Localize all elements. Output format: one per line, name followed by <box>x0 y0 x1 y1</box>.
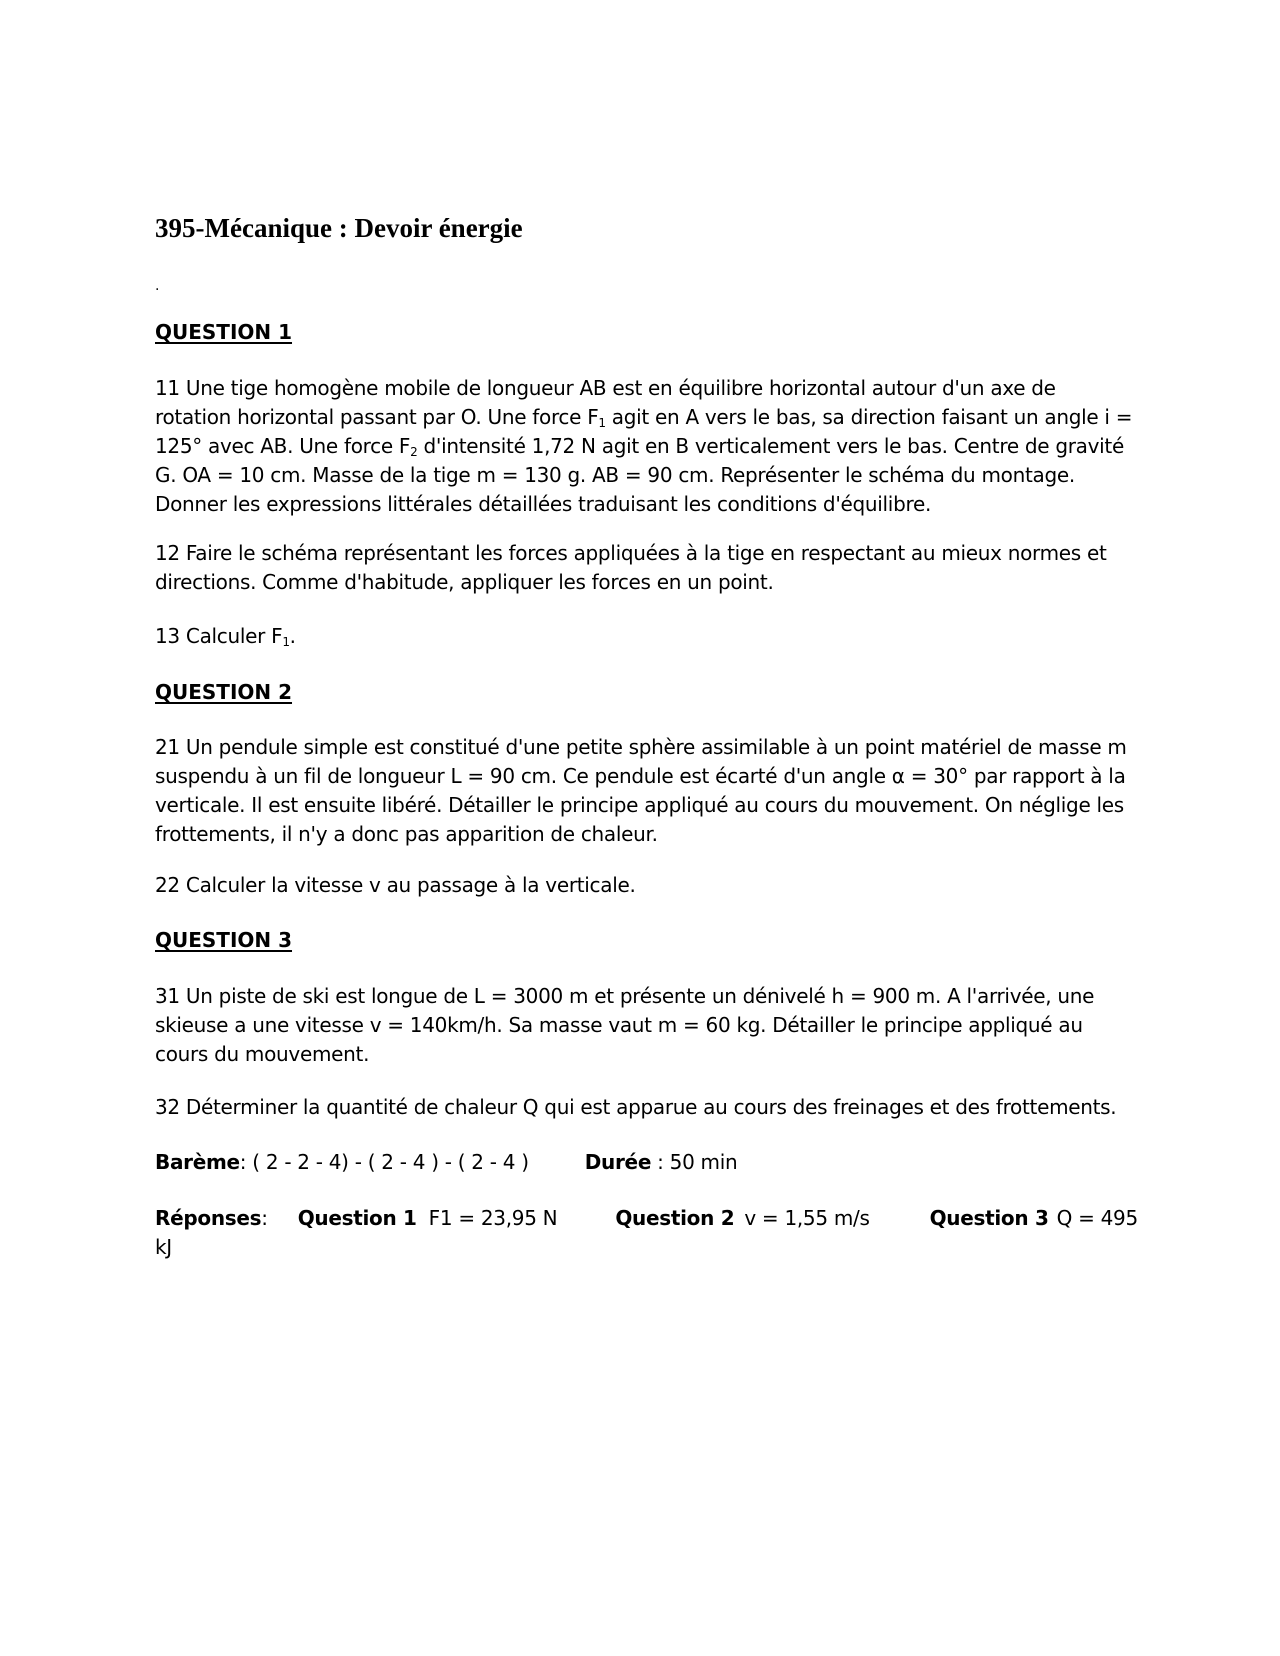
question-22-text: 22 Calculer la vitesse v au passage à la verticale. <box>155 873 636 897</box>
question-13-text: 13 Calculer $F_1$. <box>155 624 296 649</box>
question-21-text: 21 Un pendule simple est constitué d'une petite sphère assimilable à un point matériel de masse m suspendu à un fil de longueur L = 90 cm. Ce pendule est écarté d'un angle α = 30° par rapport à la verticale. Il est ensuite libéré. Détailler le principe appliqué au cours du mouvement. On néglige les frottements, il n'y a donc pas apparition de chaleur. <box>155 735 1127 846</box>
reponses-label: Réponses <box>155 1206 262 1230</box>
answer-1-value: F1 = 23,95 N <box>428 1206 558 1230</box>
answer-1-label: Question 1 <box>297 1206 417 1230</box>
question-31-text: 31 Un piste de ski est longue de L = 3000 m et présente un dénivelé h = 900 m. A l'arrivée, une skieuse a une vitesse v = 140km/h. Sa masse vaut m = 60 kg. Détailler le principe appliqué au cours du mouvement. <box>155 984 1095 1066</box>
answer-3-label: Question 3 <box>929 1206 1049 1230</box>
bareme-value: : ( 2 - 2 - 4) - ( 2 - 4 ) - ( 2 - 4 ) <box>239 1150 529 1174</box>
question-32-text: 32 Déterminer la quantité de chaleur Q qui est apparue au cours des freinages et des frottements. <box>155 1095 1117 1119</box>
reponses-line: Réponses: Question 1 F1 = 23,95 N Question 2 v = 1,55 m/s Question 3 Q = 495 <box>155 1206 1138 1230</box>
bareme-label: Barème <box>155 1150 240 1174</box>
question-1-heading: QUESTION 1 <box>155 320 293 344</box>
duree-value: : 50 min <box>651 1150 738 1174</box>
question-2-heading: QUESTION 2 <box>155 680 293 704</box>
stray-dot: . <box>155 278 160 294</box>
document-title: 395-Mécanique : Devoir énergie <box>155 213 523 243</box>
answer-3-value: Q = 495 <box>1056 1206 1138 1230</box>
answer-2-label: Question 2 <box>615 1206 735 1230</box>
question-3-heading: QUESTION 3 <box>155 928 293 952</box>
answer-3-unit: kJ <box>155 1235 172 1259</box>
bareme-line <box>155 1148 1135 1177</box>
duree-label: Durée <box>584 1150 652 1174</box>
question-11-text: 11 Une tige homogène mobile de longueur AB est en équilibre horizontal autour d'un axe de rotation horizontal passant par O. Une force $F_1$ agit en A vers le bas, sa direction faisant un angle i = 125° avec AB. Une force $F_2$ d'intensité 1,72 N agit en B verticalement vers le bas. Centre de gravité G. OA = 10 cm. Masse de la tige m = 130 g. AB = 90 cm. Représenter le schéma du montage. Donner les expressions littérales détaillées traduisant les conditions d'équilibre. <box>155 376 1133 516</box>
answer-2-value: v = 1,55 m/s <box>744 1206 870 1230</box>
question-12-text: 12 Faire le schéma représentant les forces appliquées à la tige en respectant au mieux normes et directions. Comme d'habitude, appliquer les forces en un point. <box>155 541 1107 594</box>
